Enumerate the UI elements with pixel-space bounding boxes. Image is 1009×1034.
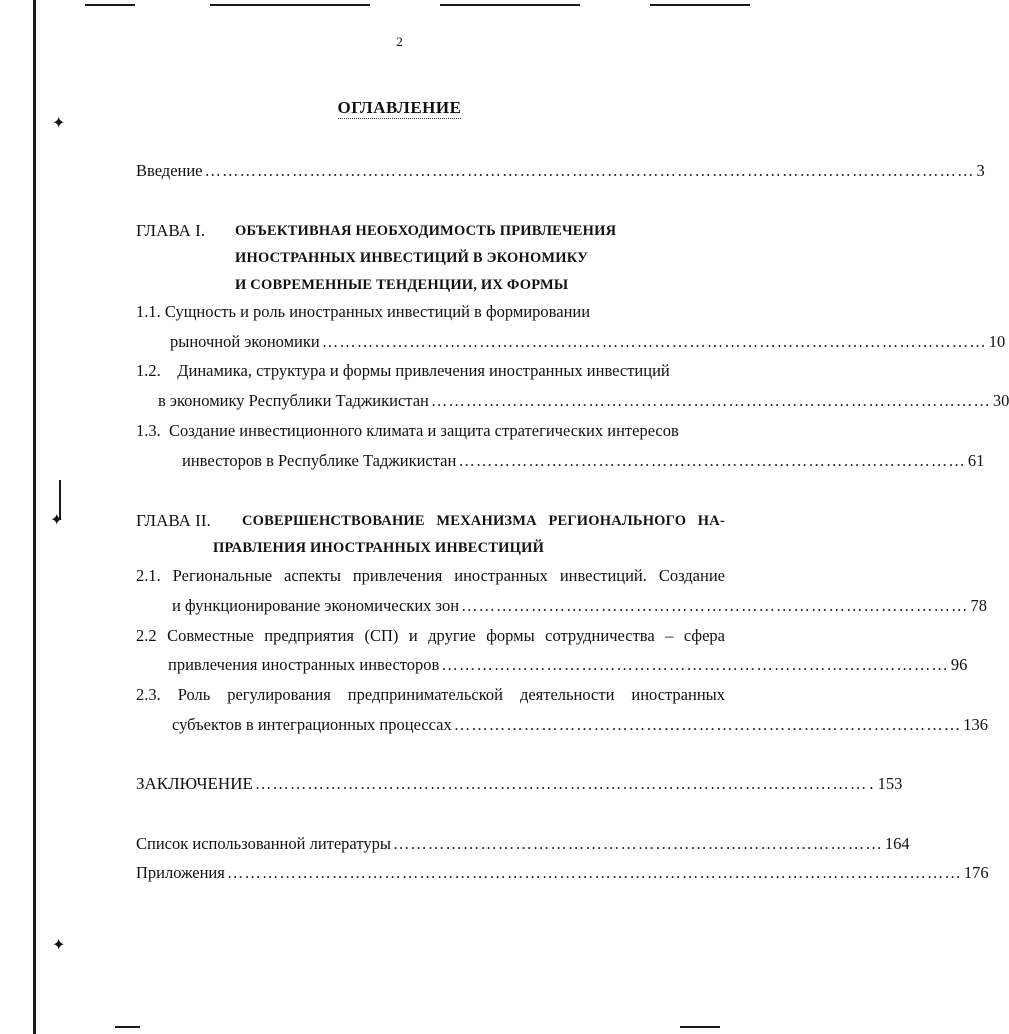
dot-leader: ……………………………………………………………………………: [458, 451, 966, 470]
scan-bottom-rule: [680, 1026, 720, 1028]
page-title: ОГЛАВЛЕНИЕ: [337, 98, 462, 117]
dot-leader: ……………………………………………………………………………: [441, 655, 949, 674]
scan-top-rule: [650, 4, 750, 6]
section-2-1-line2[interactable]: и функционирование экономических зон …………………………………………………………………………… 78: [172, 596, 988, 615]
dot-leader: …………………………………………………………………………: [392, 834, 883, 853]
section-2-3-line1[interactable]: 2.3. Роль регулирования предпринимательской деятельности иностранных: [136, 685, 725, 704]
section-1-3-line1[interactable]: 1.3. Создание инвестиционного климата и защита стратегических интересов: [136, 421, 679, 440]
chapter2-title-line: ПРАВЛЕНИЯ ИНОСТРАННЫХ ИНВЕСТИЦИЙ: [213, 540, 545, 556]
scan-bottom-rule: [115, 1026, 140, 1028]
toc-entry-bibliography[interactable]: Список использованной литературы ………………………………………………………………………… 164: [136, 834, 910, 853]
dot-leader: ……………………………………………………………………………………………: [254, 774, 868, 793]
section-2-2-line1[interactable]: 2.2 Совместные предприятия (СП) и другие формы сотрудничества – сфера: [136, 626, 725, 645]
section-1-3-line2[interactable]: инвесторов в Республике Таджикистан …………………………………………………………………………… 61: [182, 451, 985, 470]
scan-top-rule: [210, 4, 370, 6]
chapter1-title-line: И СОВРЕМЕННЫЕ ТЕНДЕНЦИИ, ИХ ФОРМЫ: [235, 277, 569, 293]
binder-mark-icon: ✦: [50, 512, 64, 529]
toc-entry-conclusion[interactable]: ЗАКЛЮЧЕНИЕ …………………………………………………………………………………………… . 153: [136, 774, 903, 793]
page-number: 2: [396, 34, 403, 49]
chapter2-title-line: СОВЕРШЕНСТВОВАНИЕ МЕХАНИЗМА РЕГИОНАЛЬНОГО НА-: [242, 513, 725, 529]
chapter1-title-line: ИНОСТРАННЫХ ИНВЕСТИЦИЙ В ЭКОНОМИКУ: [235, 250, 589, 266]
binder-mark-icon: ✦: [52, 115, 66, 132]
dot-leader: ……………………………………………………………………………: [461, 596, 969, 615]
chapter1-label: ГЛАВА I.: [136, 221, 206, 240]
toc-entry-appendix[interactable]: Приложения ……………………………………………………………………………………………………………… 176: [136, 863, 989, 882]
scan-left-border: [33, 0, 36, 1034]
section-1-1-line2[interactable]: рыночной экономики …………………………………………………………………………………………………… 10: [170, 332, 1006, 351]
chapter2-label: ГЛАВА II.: [136, 511, 211, 530]
dot-leader: ……………………………………………………………………………………: [430, 391, 991, 410]
chapter1-title-line: ОБЪЕКТИВНАЯ НЕОБХОДИМОСТЬ ПРИВЛЕЧЕНИЯ: [235, 223, 617, 239]
dot-leader: ……………………………………………………………………………: [453, 715, 962, 734]
toc-entry-introduction[interactable]: Введение …………………………………………………………………………………………………………………… 3: [136, 161, 985, 180]
section-2-2-line2[interactable]: привлечения иностранных инвесторов …………………………………………………………………………… 96: [168, 655, 968, 674]
scan-top-rule: [440, 4, 580, 6]
section-1-2-line1[interactable]: 1.2. Динамика, структура и формы привлечения иностранных инвестиций: [136, 361, 670, 380]
section-2-1-line1[interactable]: 2.1. Региональные аспекты привлечения иностранных инвестиций. Создание: [136, 566, 725, 585]
scan-top-rule: [85, 4, 135, 6]
section-1-1-line1[interactable]: 1.1. Сущность и роль иностранных инвестиций в формировании: [136, 302, 591, 321]
binder-mark-icon: ✦: [52, 937, 66, 954]
dot-leader: ……………………………………………………………………………………………………: [321, 332, 987, 351]
section-2-3-line2[interactable]: субъектов в интеграционных процессах …………………………………………………………………………… 136: [172, 715, 988, 734]
dot-leader: ……………………………………………………………………………………………………………………: [204, 161, 975, 180]
dot-leader: ………………………………………………………………………………………………………………: [226, 863, 962, 882]
section-1-2-line2[interactable]: в экономику Республики Таджикистан …………………………………………………………………………………… 30: [158, 391, 1009, 410]
